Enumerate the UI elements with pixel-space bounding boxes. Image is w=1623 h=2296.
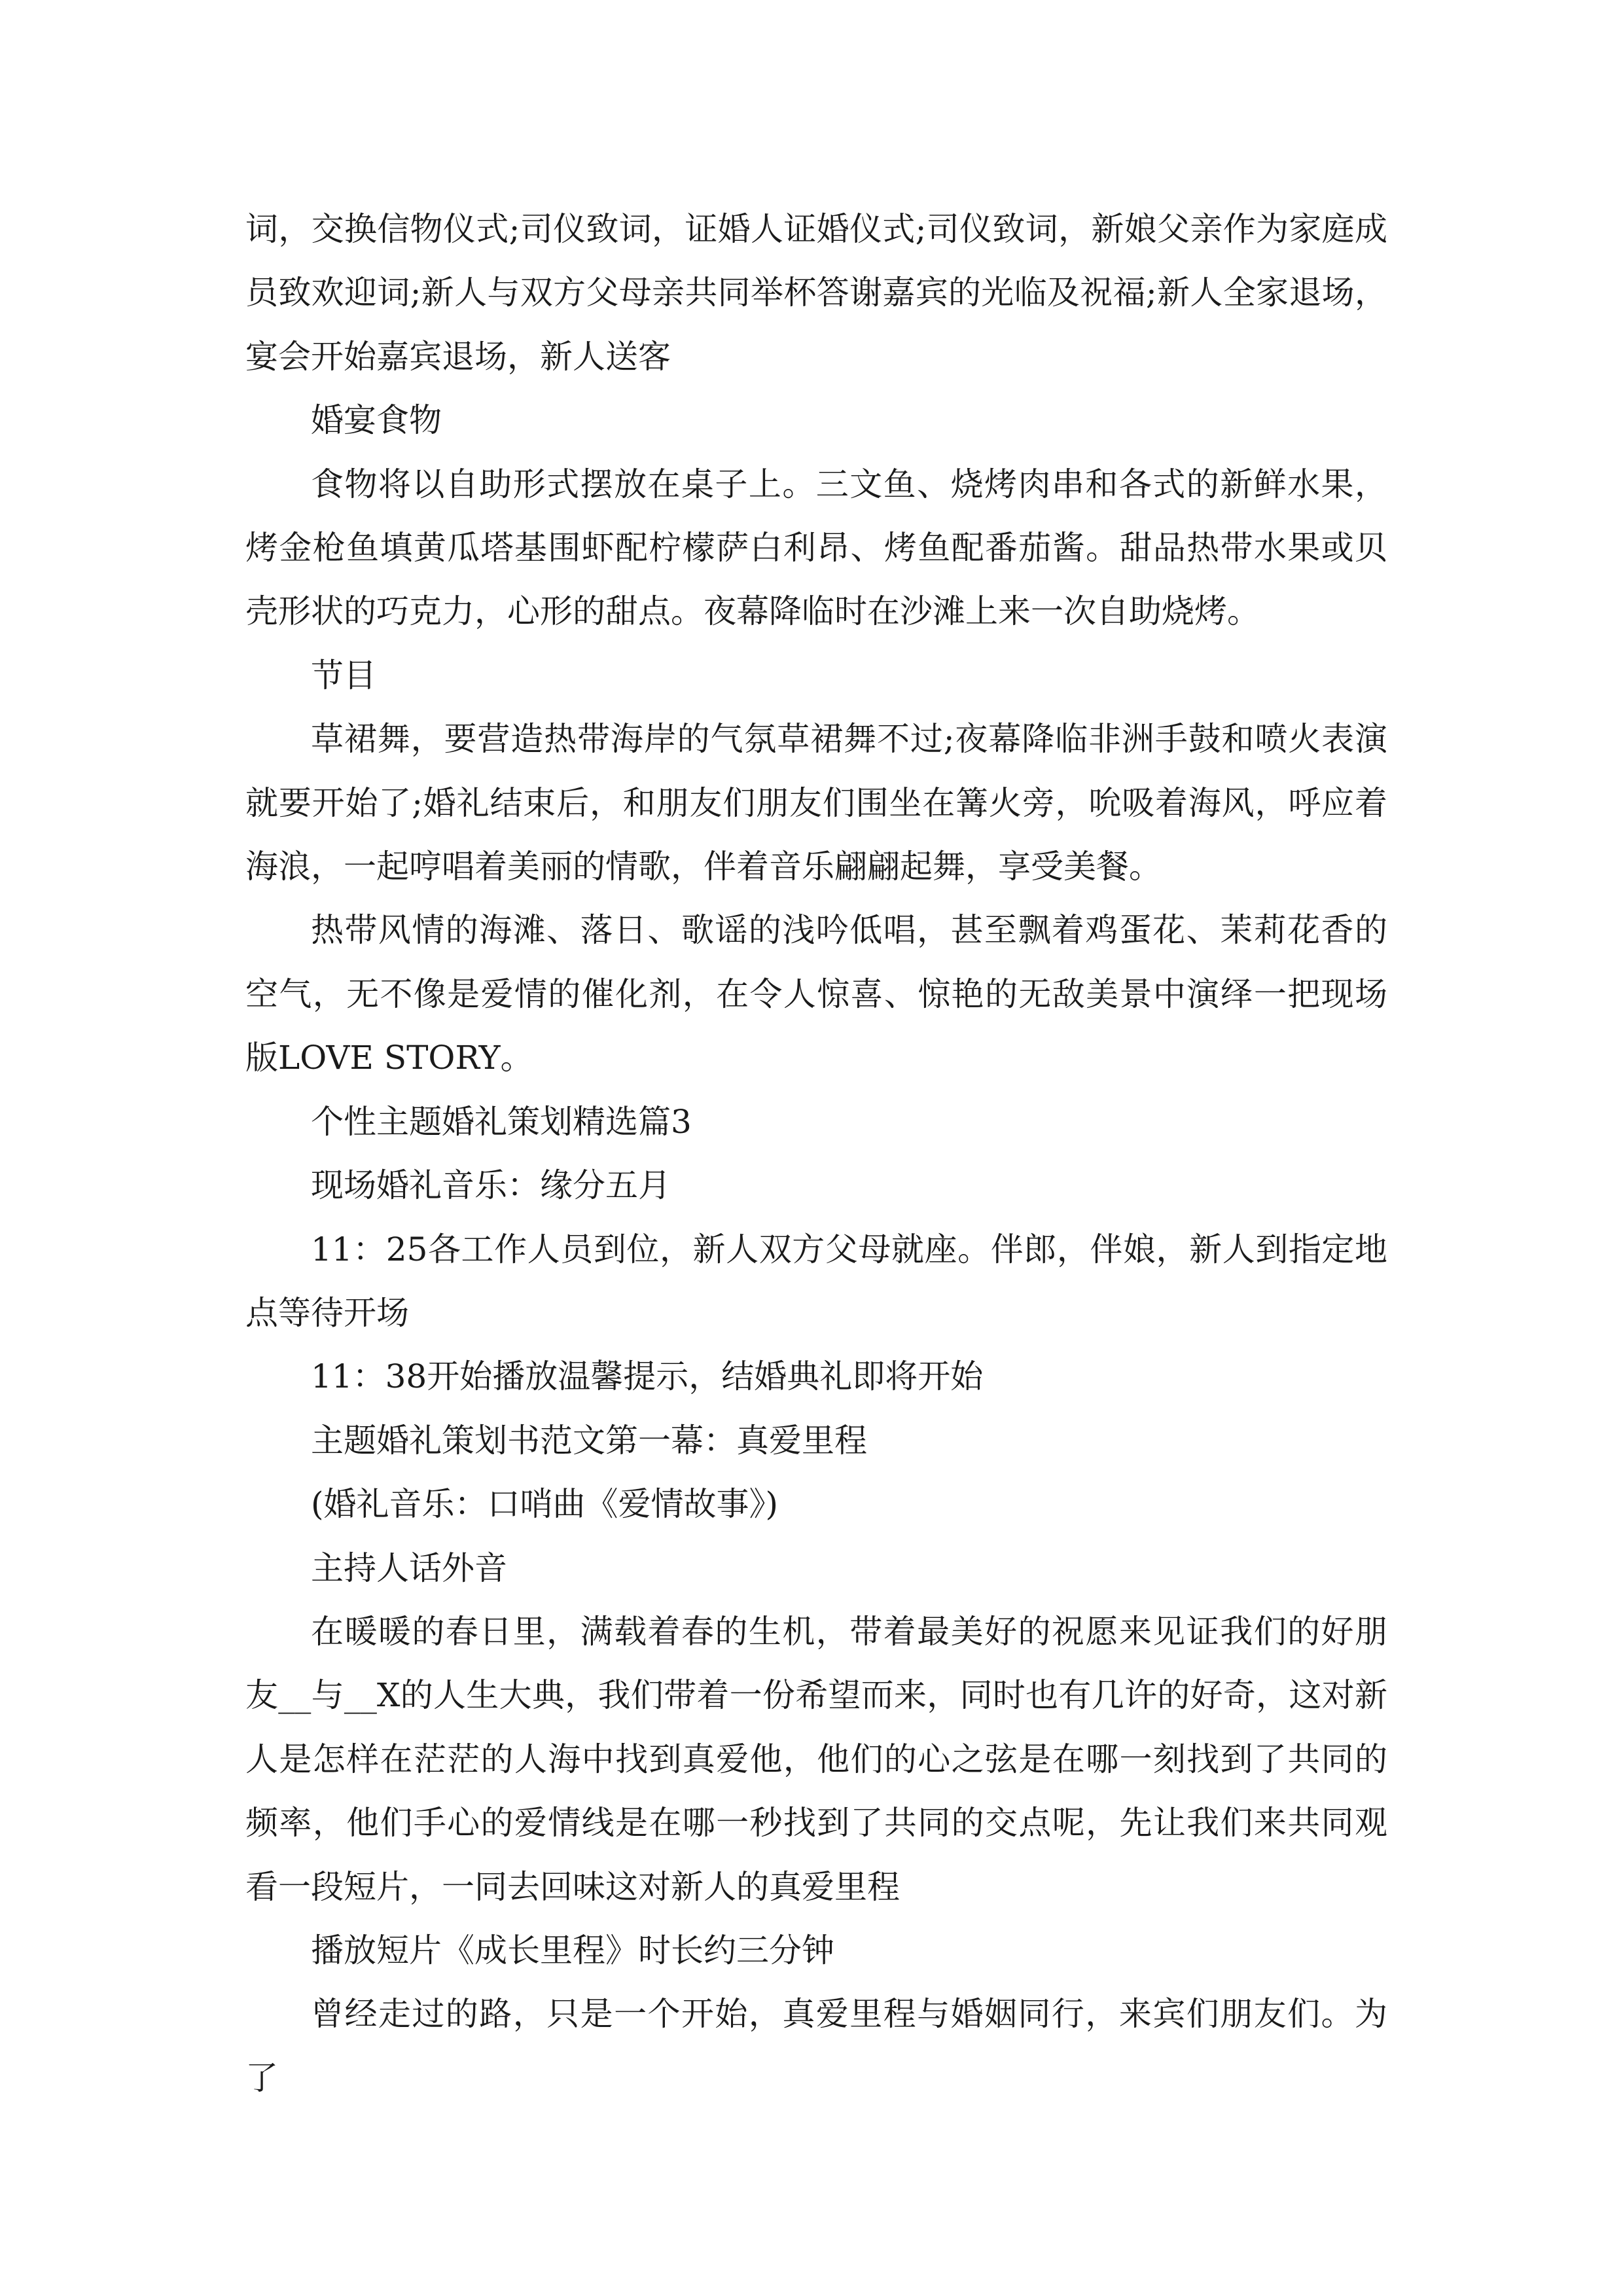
section-title: 个性主题婚礼策划精选篇3 [311, 1102, 692, 1141]
document-body [245, 198, 1387, 2110]
paragraph: 曾经走过的路，只是一个开始，真爱里程与婚姻同行，来宾们朋友们。为了 [245, 1995, 1387, 2097]
paragraph: 主题婚礼策划书范文第一幕：真爱里程 [311, 1421, 867, 1460]
paragraph: 主持人话外音 [311, 1549, 507, 1587]
paragraph: 11：38开始播放温馨提示，结婚典礼即将开始 [311, 1357, 984, 1396]
paragraph: 词，交换信物仪式;司仪致词，证婚人证婚仪式;司仪致词，新娘父亲作为家庭成员致欢迎词;新人与双方父母亲共同举杯答谢嘉宾的光临及祝福;新人全家退场，宴会开始嘉宾退场，新人送客 [245, 210, 1387, 376]
paragraph: 草裙舞，要营造热带海岸的气氛草裙舞不过;夜幕降临非洲手鼓和喷火表演就要开始了;婚礼结束后，和朋友们朋友们围坐在篝火旁，吮吸着海风，呼应着海浪，一起哼唱着美丽的情歌，伴着音乐翩翩起舞，享受美餐。 [245, 720, 1387, 886]
paragraph: 在暖暖的春日里，满载着春的生机，带着最美好的祝愿来见证我们的好朋友__与__X的人生大典，我们带着一份希望而来，同时也有几许的好奇，这对新人是怎样在茫茫的人海中找到真爱他，他们的心之弦是在哪一刻找到了共同的频率，他们手心的爱情线是在哪一秒找到了共同的交点呢，先让我们来共同观看一段短片，一同去回味这对新人的真爱里程 [245, 1612, 1387, 1906]
paragraph: 播放短片《成长里程》时长约三分钟 [311, 1931, 834, 1969]
paragraph: (婚礼音乐：口哨曲《爱情故事》) [311, 1485, 779, 1524]
paragraph: 食物将以自助形式摆放在桌子上。三文鱼、烧烤肉串和各式的新鲜水果，烤金枪鱼填黄瓜塔基围虾配柠檬萨白利昂、烤鱼配番茄酱。甜品热带水果或贝壳形状的巧克力，心形的甜点。夜幕降临时在沙滩上来一次自助烧烤。 [245, 465, 1387, 631]
paragraph: 现场婚礼音乐：缘分五月 [311, 1166, 671, 1205]
heading-wedding-food: 婚宴食物 [311, 401, 442, 440]
heading-program: 节目 [311, 656, 376, 694]
paragraph: 11：25各工作人员到位，新人双方父母就座。伴郎，伴娘，新人到指定地点等待开场 [245, 1230, 1387, 1332]
paragraph: 热带风情的海滩、落日、歌谣的浅吟低唱，甚至飘着鸡蛋花、茉莉花香的空气，无不像是爱情的催化剂，在令人惊喜、惊艳的无敌美景中演绎一把现场版LOVE STORY。 [245, 911, 1387, 1077]
